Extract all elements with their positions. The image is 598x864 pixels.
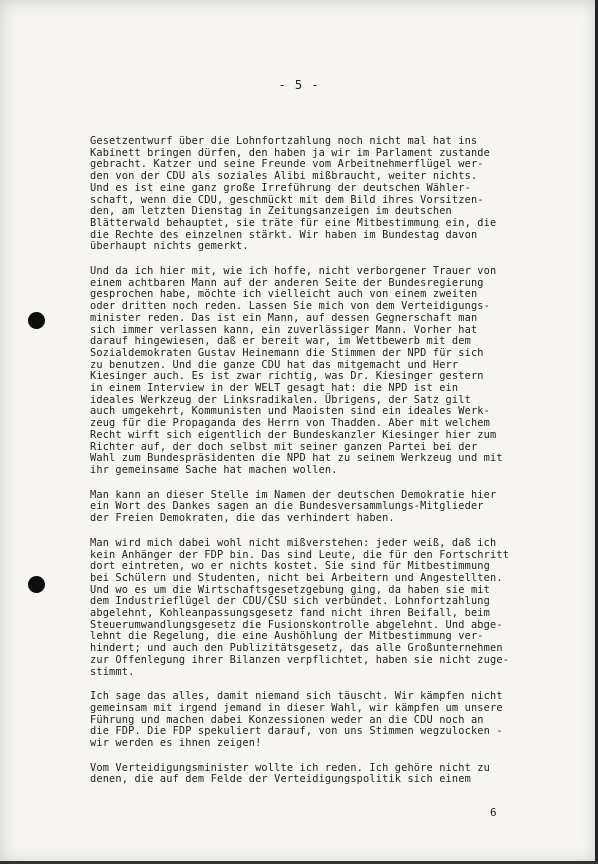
text-line: in einem Interview in der WELT gesagt hat: die NPD ist ein (90, 382, 459, 395)
text-line: Gesetzentwurf über die Lohnfortzahlung noch nicht mal hat ins (90, 135, 478, 147)
paragraph (90, 691, 530, 750)
text-line: Und da ich hier mit, wie ich hoffe, nicht verborgener Trauer von (90, 265, 497, 278)
text-line: Führung und machen dabei Konzessionen weder an die CDU noch an (90, 713, 484, 726)
text-line: ein Wort des Dankes sagen an die Bundesversammlungs-Mitglieder (90, 500, 484, 513)
text-line: hindert; und auch den Publizitätsgesetz, das alle Großunternehmen (90, 642, 503, 655)
text-line: den von der CDU als soziales Alibi mißbraucht, weiter nichts. (90, 170, 478, 183)
text-line: Ich sage das alles, damit niemand sich täuscht. Wir kämpfen nicht (90, 690, 503, 703)
text-line: den, am letzten Dienstag in Zeitungsanzeigen im deutschen (90, 205, 452, 218)
text-line: wir werden es ihnen zeigen! (90, 737, 262, 750)
text-line: Recht wirft sich eigentlich der Bundeskanzler Kiesinger hier zum (90, 428, 497, 441)
text-line: stimmt. (90, 665, 135, 678)
text-line: abgelehnt, Kohleanpassungsgesetz fand nicht ihren Beifall, beim (90, 607, 491, 620)
punch-hole-lower (28, 576, 45, 593)
text-line: überhaupt nichts gemerkt. (90, 240, 249, 253)
text-line: Richter auf, der doch selbst mit seiner ganzen Partei bei der (90, 440, 478, 453)
text-line: Vom Verteidigungsminister wollte ich reden. Ich gehöre nicht zu (90, 761, 491, 774)
text-line: gemeinsam mit irgend jemand in dieser Wahl, wir kämpfen um unsere (90, 701, 503, 714)
text-line: zur Offenlegung ihrer Bilanzen verpflichtet, haben sie nicht zuge- (90, 653, 510, 666)
text-line: Wahl zum Bundespräsidenten die NPD hat zu seinem Werkzeug und mit (90, 452, 503, 465)
punch-hole-upper (28, 312, 45, 329)
text-line: einem achtbaren Mann auf der anderen Seite der Bundesregierung (90, 276, 484, 289)
text-line: die FDP. Die FDP spekuliert darauf, von uns Stimmen wegzulocken - (90, 725, 503, 738)
continuation-page-number: 6 (490, 806, 497, 819)
text-line: Kabinett bringen dürfen, den haben ja wir im Parlament zustande (90, 146, 491, 159)
text-line: oder dritten noch reden. Lassen Sie mich von dem Verteidigungs- (90, 300, 491, 313)
text-line: ihr gemeinsame Sache hat machen wollen. (90, 463, 338, 476)
text-line: bei Schülern und Studenten, nicht bei Arbeitern und Angestellten. (90, 571, 503, 584)
text-line: dem Industrieflügel der CDU/CSU sich verbündet. Lohnfortzahlung (90, 595, 491, 608)
text-line: denen, die auf dem Felde der Verteidigungspolitik sich einem (90, 773, 471, 786)
text-line: ideales Werkzeug der Linksradikalen. Übrigens, der Satz gilt (90, 393, 471, 406)
text-line: Steuerumwandlungsgesetz die Fusionskontrolle abgelehnt. Und abge- (90, 618, 503, 631)
text-line: zu benutzen. Und die ganze CDU hat das mitgemacht und Herr (90, 358, 459, 371)
text-line: minister reden. Das ist ein Mann, auf dessen Gegnerschaft man (90, 311, 478, 324)
text-line: die Rechte des einzelnen stärkt. Wir haben im Bundestag davon (90, 228, 478, 241)
paragraph (90, 763, 530, 786)
document-body (90, 136, 530, 799)
text-line: gebracht. Katzer und seine Freunde vom Arbeitnehmerflügel wer- (90, 158, 484, 171)
text-line: Man wird mich dabei wohl nicht mißverstehen: jeder weiß, daß ich (90, 536, 497, 549)
text-line: schaft, wenn die CDU, geschmückt mit dem Bild ihres Vorsitzen- (90, 193, 484, 206)
text-line: kein Anhänger der FDP bin. Das sind Leute, die für den Fortschritt (90, 548, 510, 561)
paragraph (90, 490, 530, 525)
text-line: Sozialdemokraten Gustav Heinemann die Stimmen der NPD für sich (90, 346, 484, 359)
text-line: auch umgekehrt, Kommunisten und Maoisten sind ein ideales Werk- (90, 405, 491, 418)
text-line: dort eintreten, wo er nichts kostet. Sie sind für Mitbestimmung (90, 560, 491, 573)
text-line: sich immer verlassen kann, ein zuverlässiger Mann. Vorher hat (90, 323, 478, 336)
text-line: Und wo es um die Wirtschaftsgesetzgebung ging, da haben sie mit (90, 583, 491, 596)
text-line: Blätterwald behauptet, sie träte für eine Mitbestimmung ein, die (90, 216, 497, 229)
paragraph (90, 538, 530, 678)
page-number: - 5 - (278, 78, 320, 92)
text-line: Man kann an dieser Stelle im Namen der deutschen Demokratie hier (90, 488, 497, 501)
text-line: lehnt die Regelung, die eine Aushöhlung der Mitbestimmung ver- (90, 630, 484, 643)
text-line: darauf hingewiesen, daß er bereit war, im Wettbewerb mit dem (90, 335, 471, 348)
paragraph (90, 266, 530, 477)
text-line: Und es ist eine ganz große Irreführung der deutschen Wähler- (90, 181, 471, 194)
text-line: der Freien Demokraten, die das verhindert haben. (90, 512, 395, 525)
text-line: gesprochen habe, möchte ich vielleicht auch von einem zweiten (90, 288, 478, 301)
text-line: Kiesinger auch. Es ist zwar richtig, was Dr. Kiesinger gestern (90, 370, 484, 383)
paragraph (90, 136, 530, 253)
text-line: zeug für die Propaganda des Herrn von Thadden. Aber mit welchem (90, 417, 491, 430)
